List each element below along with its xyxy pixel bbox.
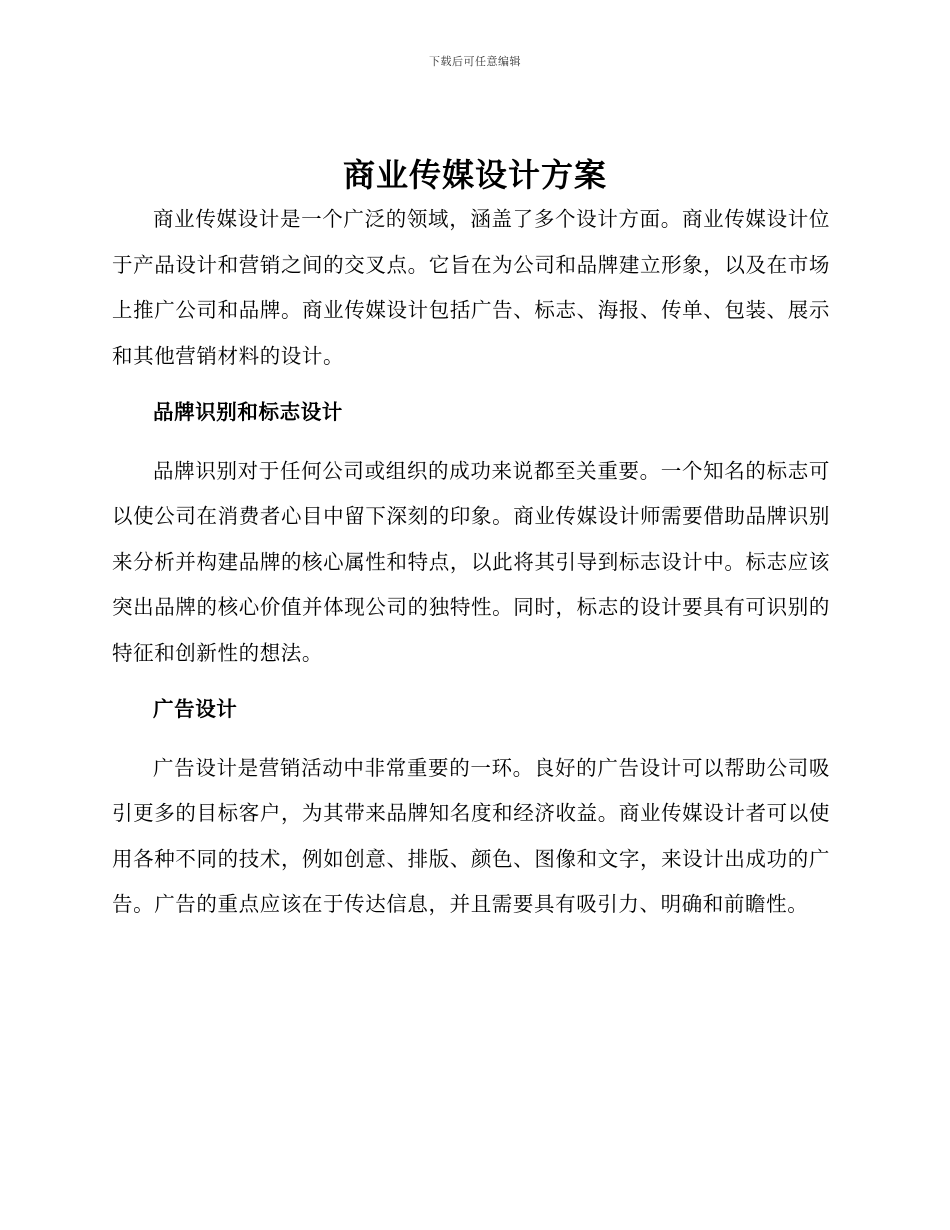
document-body bbox=[112, 197, 830, 928]
section-body-brand: 品牌识别对于任何公司或组织的成功来说都至关重要。一个知名的标志可以使公司在消费者心目中留下深刻的印象。商业传媒设计师需要借助品牌识别来分析并构建品牌的核心属性和特点，以此将其引导到标志设计中。标志应该突出品牌的核心价值并体现公司的独特性。同时，标志的设计要具有可识别的特征和创新性的想法。 bbox=[112, 458, 830, 665]
section-heading-ads: 广告设计 bbox=[153, 697, 238, 721]
spacer bbox=[112, 379, 830, 390]
spacer bbox=[112, 436, 830, 449]
spacer bbox=[112, 676, 830, 687]
document-title: 商业传媒设计方案 bbox=[342, 156, 607, 194]
intro-paragraph: 商业传媒设计是一个广泛的领域，涵盖了多个设计方面。商业传媒设计位于产品设计和营销之间的交叉点。它旨在为公司和品牌建立形象，以及在市场上推广公司和品牌。商业传媒设计包括广告、标志、海报、传单、包装、展示和其他营销材料的设计。 bbox=[112, 207, 830, 368]
spacer bbox=[112, 733, 830, 746]
header-note: 下载后可任意编辑 bbox=[429, 55, 521, 68]
section-heading-brand: 品牌识别和标志设计 bbox=[153, 400, 343, 424]
section-body-ads: 广告设计是营销活动中非常重要的一环。良好的广告设计可以帮助公司吸引更多的目标客户，为其带来品牌知名度和经济收益。商业传媒设计者可以使用各种不同的技术，例如创意、排版、颜色、图像和文字，来设计出成功的广告。广告的重点应该在于传达信息，并且需要具有吸引力、明确和前瞻性。 bbox=[112, 755, 830, 916]
